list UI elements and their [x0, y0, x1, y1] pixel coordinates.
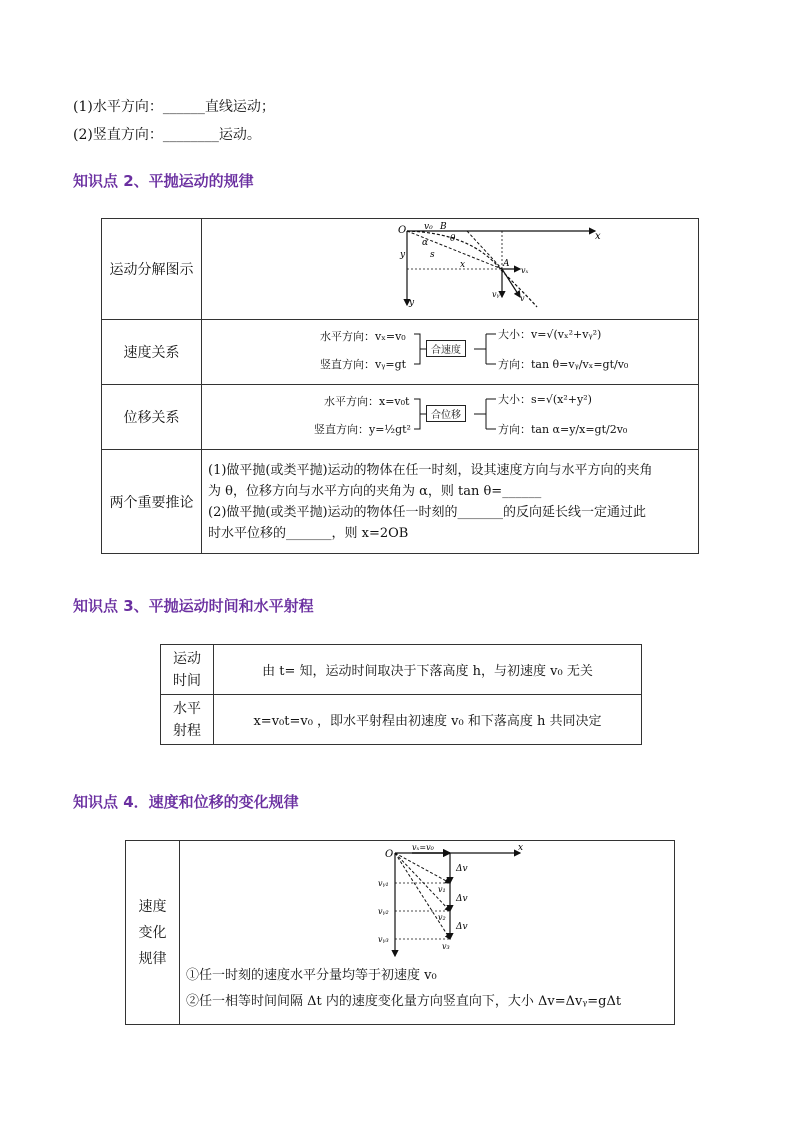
vc-label-v1: v₁	[438, 885, 446, 894]
resultant-displacement-box: 合位移	[426, 405, 466, 422]
inference-line-3: (2)做平抛(或类平抛)运动的物体任一时刻的_______的反向延长线一定通过此	[208, 504, 647, 520]
vc-label-x: x	[518, 843, 524, 853]
velocity-change-table	[125, 840, 675, 1025]
label-theta: θ	[450, 234, 456, 244]
label-v0: v₀	[424, 222, 433, 232]
row-label-vc-a: 速度	[138, 898, 167, 915]
vc-label-vy2: vᵧ₂	[378, 907, 389, 916]
row-label-range-a: 水平	[173, 700, 201, 717]
label-v: v	[520, 294, 525, 303]
section-heading-kp4: 知识点 4．速度和位移的变化规律	[73, 793, 299, 811]
label-x-axis: x	[595, 231, 601, 242]
row-label-diagram: 运动分解图示	[102, 219, 202, 320]
time-text: 由 t= 知，运动时间取决于下落高度 h，与初速度 v₀ 无关	[214, 645, 642, 695]
range-text: x=v₀t=v₀ ，即水平射程由初速度 v₀ 和下落高度 h 共同决定	[214, 695, 642, 745]
vc-label-vy1: vᵧ₁	[378, 879, 389, 888]
label-B: B	[440, 222, 447, 232]
vc-label-top: vₓ=v₀	[412, 843, 434, 852]
time-range-table	[160, 644, 642, 745]
displacement-direction: 方向：tan α=y/x=gt/2v₀	[498, 423, 628, 436]
row-label-range-b: 射程	[173, 722, 201, 739]
displacement-horizontal: 水平方向：x=v₀t	[324, 395, 410, 408]
displacement-magnitude: 大小：s=√(x²+y²)	[498, 393, 592, 406]
velocity-horizontal: 水平方向：vₓ=v₀	[320, 330, 406, 343]
label-vx: vₓ	[521, 266, 529, 275]
displacement-relation-cell	[202, 385, 699, 450]
vc-label-v3: v₃	[442, 942, 450, 951]
vc-label-vy3: vᵧ₃	[378, 935, 389, 944]
intro-line-1: (1)水平方向：______直线运动；	[73, 99, 275, 115]
inference-line-2: 为 θ，位移方向与水平方向的夹角为 α，则 tan θ=______	[208, 483, 542, 499]
decomposition-diagram	[202, 219, 698, 319]
label-vy: vᵧ	[492, 290, 500, 299]
decomposition-diagram-cell	[202, 219, 699, 320]
label-alpha: α	[422, 238, 429, 248]
label-O: O	[398, 225, 407, 236]
row-label-time-a: 运动	[173, 650, 201, 667]
vc-label-dv-3: Δv	[456, 922, 468, 932]
row-label-vc-c: 规律	[138, 950, 167, 967]
vc-label-O: O	[385, 849, 394, 860]
velocity-relation-cell	[202, 320, 699, 385]
velocity-magnitude: 大小：v=√(vₓ²+vᵧ²)	[498, 328, 602, 341]
velocity-change-point-1: ①任一时刻的速度水平分量均等于初速度 v₀	[186, 968, 437, 983]
label-s: s	[430, 250, 435, 260]
row-label-inferences: 两个重要推论	[102, 450, 202, 554]
vc-label-v2: v₂	[438, 913, 446, 922]
row-label-time-b: 时间	[173, 672, 201, 689]
intro-line-2: (2)竖直方向：________运动。	[73, 127, 261, 143]
velocity-change-diagram	[180, 841, 674, 961]
row-label-displacement: 位移关系	[102, 385, 202, 450]
inferences-cell	[202, 450, 699, 554]
row-label-velocity-change	[126, 841, 180, 1025]
inference-line-4: 时水平位移的_______，则 x=2OB	[208, 525, 409, 541]
velocity-change-cell	[180, 841, 675, 1025]
velocity-change-point-2: ②任一相等时间间隔 Δt 内的速度变化量方向竖直向下，大小 Δv=Δvᵧ=gΔt	[186, 994, 622, 1009]
resultant-velocity-box: 合速度	[426, 340, 466, 357]
label-A: A	[503, 259, 510, 269]
row-label-range	[161, 695, 214, 745]
displacement-vertical: 竖直方向：y=½gt²	[314, 423, 411, 436]
label-y-side: y	[400, 250, 406, 260]
section-heading-kp3: 知识点 3、平抛运动时间和水平射程	[73, 597, 314, 615]
inference-line-1: (1)做平抛(或类平抛)运动的物体在任一时刻，设其速度方向与水平方向的夹角	[208, 462, 653, 478]
row-label-vc-b: 变化	[138, 924, 167, 941]
vc-label-dv-2: Δv	[456, 894, 468, 904]
row-label-velocity: 速度关系	[102, 320, 202, 385]
section-heading-kp2: 知识点 2、平抛运动的规律	[73, 172, 254, 190]
velocity-direction: 方向：tan θ=vᵧ/vₓ=gt/v₀	[498, 358, 629, 371]
velocity-vertical: 竖直方向：vᵧ=gt	[320, 358, 407, 371]
label-x-mid: x	[460, 260, 466, 270]
vc-label-dv-1: Δv	[456, 864, 468, 874]
label-y-axis: y	[409, 298, 415, 308]
motion-laws-table	[101, 218, 699, 554]
row-label-time	[161, 645, 214, 695]
